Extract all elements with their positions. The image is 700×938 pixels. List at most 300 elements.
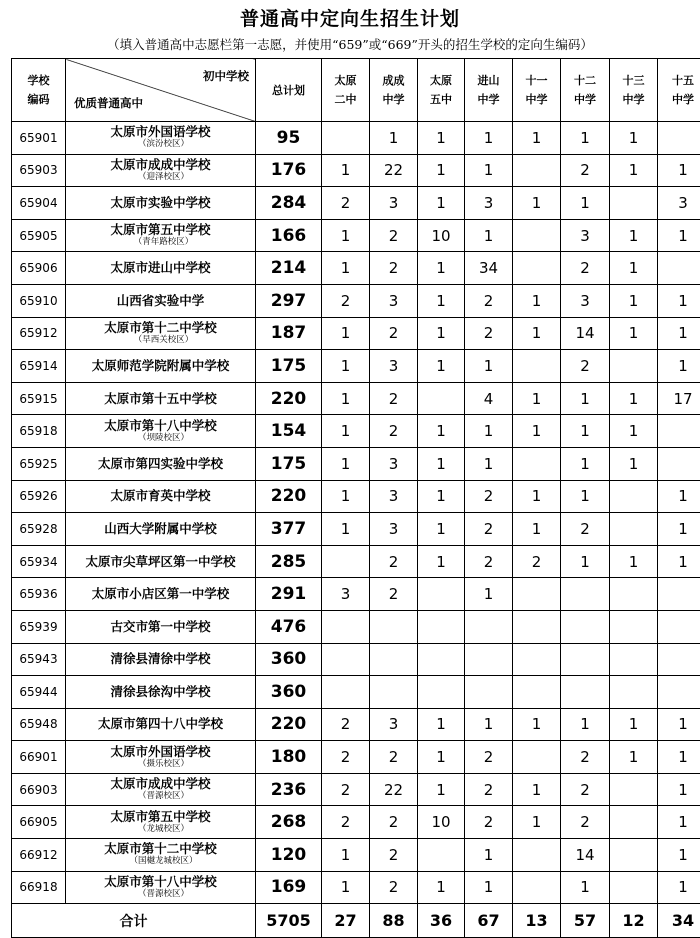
senior-school-name: 太原市第四十八中学校	[98, 716, 223, 731]
quota-cell: 14	[561, 839, 610, 872]
quota-cell: 1	[658, 773, 700, 806]
header-total-plan: 总计划	[256, 59, 322, 122]
campus-name: （迎泽校区）	[66, 172, 255, 183]
senior-school-name: 太原市外国语学校	[110, 124, 210, 139]
table-row	[12, 578, 700, 611]
quota-cell: 10	[418, 806, 465, 839]
quota-cell: 1	[513, 415, 561, 448]
quota-cell	[322, 610, 370, 643]
quota-cell	[513, 350, 561, 383]
quota-cell	[610, 480, 658, 513]
quota-cell: 1	[610, 741, 658, 774]
quota-cell: 3	[370, 513, 418, 546]
quota-cell: 2	[370, 839, 418, 872]
quota-cell: 1	[658, 871, 700, 904]
quota-cell: 1	[513, 317, 561, 350]
quota-cell: 2	[465, 741, 513, 774]
table-row	[12, 741, 700, 774]
total-row	[12, 904, 700, 938]
quota-cell: 1	[418, 513, 465, 546]
quota-cell: 1	[610, 382, 658, 415]
table-row	[12, 545, 700, 578]
table-row	[12, 382, 700, 415]
quota-cell: 2	[370, 382, 418, 415]
quota-cell: 1	[658, 806, 700, 839]
campus-name: （国樾龙城校区）	[66, 856, 255, 867]
quota-cell	[610, 643, 658, 676]
senior-school-name: 太原市第十八中学校	[104, 418, 217, 433]
quota-cell: 2	[370, 252, 418, 285]
quota-cell: 2	[465, 284, 513, 317]
table-row	[12, 676, 700, 709]
table-row	[12, 643, 700, 676]
table-row	[12, 284, 700, 317]
total-plan-value: 476	[256, 610, 322, 643]
quota-cell: 1	[465, 839, 513, 872]
quota-cell: 3	[465, 187, 513, 220]
campus-name: （早西关校区）	[66, 335, 255, 346]
quota-cell: 1	[513, 480, 561, 513]
quota-cell	[322, 643, 370, 676]
total-plan-value: 166	[256, 219, 322, 252]
quota-cell: 1	[610, 415, 658, 448]
quota-cell	[465, 610, 513, 643]
quota-cell	[610, 806, 658, 839]
quota-cell: 1	[561, 382, 610, 415]
quota-cell	[658, 643, 700, 676]
senior-school-name: 清徐县清徐中学校	[110, 651, 210, 666]
column-total: 57	[561, 904, 610, 938]
header-row	[12, 59, 700, 122]
senior-school-cell	[66, 806, 256, 839]
total-plan-value: 220	[256, 382, 322, 415]
quota-cell	[513, 154, 561, 187]
total-label: 合计	[12, 904, 256, 938]
school-code: 65925	[12, 447, 66, 480]
total-plan-value: 236	[256, 773, 322, 806]
school-code: 66901	[12, 741, 66, 774]
header-column: 进山 中学	[465, 59, 513, 122]
senior-school-name: 山西省实验中学	[117, 293, 205, 308]
quota-cell: 1	[465, 871, 513, 904]
header-senior-school-label: 优质普通高中	[74, 94, 143, 113]
senior-school-cell	[66, 578, 256, 611]
quota-cell	[418, 839, 465, 872]
quota-cell	[658, 252, 700, 285]
campus-name: （晋源校区）	[66, 791, 255, 802]
school-code: 65906	[12, 252, 66, 285]
quota-cell: 1	[513, 284, 561, 317]
senior-school-name: 太原市第五中学校	[110, 222, 210, 237]
campus-name: （青年路校区）	[66, 237, 255, 248]
quota-cell	[658, 122, 700, 155]
quota-cell: 1	[610, 545, 658, 578]
quota-cell: 1	[513, 513, 561, 546]
quota-cell	[658, 676, 700, 709]
school-code: 66905	[12, 806, 66, 839]
quota-cell: 1	[561, 415, 610, 448]
quota-cell: 1	[610, 317, 658, 350]
senior-school-name: 古交市第一中学校	[110, 619, 210, 634]
quota-cell: 1	[561, 447, 610, 480]
quota-cell: 1	[658, 741, 700, 774]
campus-name: （滨汾校区）	[66, 139, 255, 150]
table-row	[12, 773, 700, 806]
senior-school-name: 太原师范学院附属中学校	[92, 358, 230, 373]
table-row	[12, 513, 700, 546]
quota-cell: 2	[465, 513, 513, 546]
quota-cell: 1	[418, 708, 465, 741]
quota-cell	[513, 839, 561, 872]
quota-cell: 1	[610, 708, 658, 741]
quota-cell	[418, 382, 465, 415]
senior-school-name: 太原市尖草坪区第一中学校	[85, 554, 235, 569]
quota-cell: 1	[658, 350, 700, 383]
quota-cell: 1	[418, 350, 465, 383]
quota-cell	[513, 610, 561, 643]
quota-cell: 1	[418, 741, 465, 774]
quota-cell: 2	[561, 773, 610, 806]
quota-cell: 2	[322, 806, 370, 839]
quota-cell	[418, 578, 465, 611]
total-plan-value: 297	[256, 284, 322, 317]
senior-school-cell	[66, 480, 256, 513]
column-total: 13	[513, 904, 561, 938]
total-plan-value: 285	[256, 545, 322, 578]
quota-cell: 1	[322, 350, 370, 383]
senior-school-name: 太原市进山中学校	[110, 260, 210, 275]
senior-school-cell	[66, 382, 256, 415]
senior-school-cell	[66, 741, 256, 774]
column-total: 36	[418, 904, 465, 938]
column-total: 12	[610, 904, 658, 938]
school-code: 65905	[12, 219, 66, 252]
quota-cell	[513, 252, 561, 285]
quota-cell	[658, 578, 700, 611]
quota-cell: 1	[561, 545, 610, 578]
senior-school-cell	[66, 676, 256, 709]
senior-school-name: 太原市第五中学校	[110, 809, 210, 824]
school-code: 65936	[12, 578, 66, 611]
senior-school-name: 太原市第十五中学校	[104, 391, 217, 406]
senior-school-name: 太原市第十二中学校	[104, 320, 217, 335]
senior-school-cell	[66, 610, 256, 643]
quota-cell	[658, 610, 700, 643]
quota-cell: 1	[561, 122, 610, 155]
quota-cell: 3	[561, 219, 610, 252]
senior-school-cell	[66, 513, 256, 546]
quota-cell: 22	[370, 773, 418, 806]
total-plan-value: 169	[256, 871, 322, 904]
quota-cell: 2	[561, 154, 610, 187]
quota-cell	[610, 871, 658, 904]
quota-cell: 1	[513, 187, 561, 220]
quota-cell: 2	[322, 284, 370, 317]
header-column: 太原 五中	[418, 59, 465, 122]
quota-cell: 2	[561, 252, 610, 285]
quota-cell: 1	[513, 806, 561, 839]
quota-cell	[610, 773, 658, 806]
school-code: 65914	[12, 350, 66, 383]
total-plan-value: 154	[256, 415, 322, 448]
total-plan-value: 360	[256, 643, 322, 676]
quota-cell: 1	[418, 871, 465, 904]
quota-cell	[610, 610, 658, 643]
quota-cell: 1	[465, 447, 513, 480]
header-column: 成成 中学	[370, 59, 418, 122]
quota-cell: 34	[465, 252, 513, 285]
enrollment-plan-table	[11, 58, 700, 938]
senior-school-cell	[66, 839, 256, 872]
quota-cell	[658, 447, 700, 480]
quota-cell: 2	[322, 741, 370, 774]
school-code: 65934	[12, 545, 66, 578]
quota-cell: 22	[370, 154, 418, 187]
column-total: 27	[322, 904, 370, 938]
quota-cell: 3	[370, 480, 418, 513]
quota-cell: 1	[658, 545, 700, 578]
quota-cell: 4	[465, 382, 513, 415]
senior-school-name: 清徐县徐沟中学校	[110, 684, 210, 699]
school-code: 65948	[12, 708, 66, 741]
quota-cell: 1	[418, 317, 465, 350]
senior-school-cell	[66, 219, 256, 252]
quota-cell: 10	[418, 219, 465, 252]
total-plan-value: 175	[256, 447, 322, 480]
total-plan-value: 214	[256, 252, 322, 285]
quota-cell: 1	[610, 284, 658, 317]
campus-name: （摄乐校区）	[66, 759, 255, 770]
quota-cell	[513, 447, 561, 480]
quota-cell: 1	[322, 480, 370, 513]
quota-cell: 1	[465, 415, 513, 448]
senior-school-cell	[66, 447, 256, 480]
quota-cell: 1	[513, 382, 561, 415]
quota-cell: 2	[322, 708, 370, 741]
quota-cell: 1	[465, 154, 513, 187]
table-row	[12, 480, 700, 513]
quota-cell: 1	[322, 839, 370, 872]
quota-cell: 1	[418, 545, 465, 578]
header-junior-school-label: 初中学校	[203, 67, 249, 86]
quota-cell: 1	[658, 284, 700, 317]
senior-school-cell	[66, 252, 256, 285]
total-plan-value: 291	[256, 578, 322, 611]
total-plan-value: 180	[256, 741, 322, 774]
quota-cell: 1	[370, 122, 418, 155]
table-row	[12, 252, 700, 285]
quota-cell	[561, 578, 610, 611]
quota-cell: 2	[322, 773, 370, 806]
quota-cell	[513, 676, 561, 709]
quota-cell: 1	[322, 513, 370, 546]
header-diagonal-cell	[66, 59, 256, 122]
quota-cell	[513, 741, 561, 774]
school-code: 65943	[12, 643, 66, 676]
senior-school-cell	[66, 317, 256, 350]
quota-cell	[513, 643, 561, 676]
page-subtitle: （填入普通高中志愿栏第一志愿，并使用“659”或“669”开头的招生学校的定向生编码）	[0, 35, 700, 53]
quota-cell: 2	[561, 350, 610, 383]
quota-cell: 2	[370, 545, 418, 578]
senior-school-name: 山西大学附属中学校	[104, 521, 217, 536]
quota-cell: 1	[418, 154, 465, 187]
quota-cell: 1	[418, 447, 465, 480]
table-row	[12, 350, 700, 383]
quota-cell: 3	[370, 708, 418, 741]
quota-cell: 1	[465, 122, 513, 155]
column-total: 34	[658, 904, 700, 938]
senior-school-cell	[66, 871, 256, 904]
header-school-code: 学校 编码	[12, 59, 66, 122]
total-plan-value: 268	[256, 806, 322, 839]
quota-cell	[610, 676, 658, 709]
school-code: 66912	[12, 839, 66, 872]
quota-cell: 2	[465, 545, 513, 578]
quota-cell: 2	[370, 578, 418, 611]
quota-cell: 1	[322, 447, 370, 480]
table-row	[12, 415, 700, 448]
senior-school-cell	[66, 284, 256, 317]
senior-school-name: 太原市外国语学校	[110, 744, 210, 759]
senior-school-name: 太原市实验中学校	[110, 195, 210, 210]
total-plan-value: 95	[256, 122, 322, 155]
table-row	[12, 122, 700, 155]
total-plan-value: 120	[256, 839, 322, 872]
quota-cell: 1	[658, 708, 700, 741]
quota-cell: 1	[322, 415, 370, 448]
quota-cell: 1	[322, 871, 370, 904]
total-plan-value: 176	[256, 154, 322, 187]
column-total: 88	[370, 904, 418, 938]
quota-cell: 1	[658, 154, 700, 187]
school-code: 65939	[12, 610, 66, 643]
quota-cell: 1	[465, 219, 513, 252]
quota-cell: 1	[322, 219, 370, 252]
quota-cell: 3	[561, 284, 610, 317]
campus-name: （龙城校区）	[66, 824, 255, 835]
senior-school-name: 太原市第十二中学校	[104, 841, 217, 856]
header-column: 太原 二中	[322, 59, 370, 122]
quota-cell	[465, 676, 513, 709]
total-plan-value: 377	[256, 513, 322, 546]
senior-school-cell	[66, 122, 256, 155]
school-code: 65928	[12, 513, 66, 546]
senior-school-cell	[66, 708, 256, 741]
header-column: 十三 中学	[610, 59, 658, 122]
quota-cell: 2	[370, 317, 418, 350]
quota-cell	[610, 578, 658, 611]
quota-cell: 1	[465, 578, 513, 611]
quota-cell: 1	[322, 317, 370, 350]
quota-cell	[465, 643, 513, 676]
senior-school-cell	[66, 545, 256, 578]
column-total: 67	[465, 904, 513, 938]
table-row	[12, 871, 700, 904]
total-plan-value: 360	[256, 676, 322, 709]
total-plan-value: 220	[256, 708, 322, 741]
header-column: 十一 中学	[513, 59, 561, 122]
quota-cell: 14	[561, 317, 610, 350]
campus-name: （坝陵校区）	[66, 433, 255, 444]
table-row	[12, 806, 700, 839]
header-column: 十二 中学	[561, 59, 610, 122]
table-row	[12, 839, 700, 872]
quota-cell: 1	[322, 382, 370, 415]
quota-cell: 1	[610, 252, 658, 285]
senior-school-name: 太原市育英中学校	[110, 488, 210, 503]
senior-school-name: 太原市第四实验中学校	[98, 456, 223, 471]
quota-cell: 2	[370, 806, 418, 839]
quota-cell: 1	[658, 480, 700, 513]
quota-cell: 1	[418, 480, 465, 513]
quota-cell: 2	[465, 480, 513, 513]
quota-cell: 3	[370, 284, 418, 317]
quota-cell: 1	[418, 415, 465, 448]
quota-cell: 2	[561, 513, 610, 546]
quota-cell: 3	[322, 578, 370, 611]
quota-cell	[561, 643, 610, 676]
quota-cell: 3	[370, 447, 418, 480]
grand-total: 5705	[256, 904, 322, 938]
senior-school-cell	[66, 643, 256, 676]
school-code: 65944	[12, 676, 66, 709]
quota-cell: 1	[418, 122, 465, 155]
school-code: 65904	[12, 187, 66, 220]
senior-school-cell	[66, 773, 256, 806]
total-plan-value: 175	[256, 350, 322, 383]
school-code: 65901	[12, 122, 66, 155]
school-code: 65926	[12, 480, 66, 513]
total-plan-value: 284	[256, 187, 322, 220]
quota-cell: 2	[465, 806, 513, 839]
senior-school-name: 太原市小店区第一中学校	[92, 586, 230, 601]
table-body	[12, 122, 700, 904]
quota-cell	[513, 871, 561, 904]
quota-cell: 1	[418, 187, 465, 220]
quota-cell: 1	[561, 871, 610, 904]
quota-cell: 2	[561, 741, 610, 774]
quota-cell: 2	[322, 187, 370, 220]
table-row	[12, 187, 700, 220]
quota-cell: 2	[370, 219, 418, 252]
quota-cell	[610, 350, 658, 383]
quota-cell	[322, 122, 370, 155]
quota-cell	[513, 578, 561, 611]
quota-cell: 3	[370, 350, 418, 383]
quota-cell	[610, 513, 658, 546]
quota-cell: 1	[465, 708, 513, 741]
quota-cell	[513, 219, 561, 252]
quota-cell: 1	[322, 252, 370, 285]
quota-cell: 3	[370, 187, 418, 220]
school-code: 65915	[12, 382, 66, 415]
total-plan-value: 220	[256, 480, 322, 513]
quota-cell	[418, 610, 465, 643]
school-code: 66903	[12, 773, 66, 806]
quota-cell: 1	[513, 773, 561, 806]
quota-cell: 2	[370, 871, 418, 904]
senior-school-cell	[66, 187, 256, 220]
school-code: 66918	[12, 871, 66, 904]
quota-cell	[610, 839, 658, 872]
school-code: 65918	[12, 415, 66, 448]
quota-cell: 1	[610, 447, 658, 480]
quota-cell	[370, 676, 418, 709]
quota-cell	[322, 545, 370, 578]
quota-cell	[370, 643, 418, 676]
table-row	[12, 708, 700, 741]
